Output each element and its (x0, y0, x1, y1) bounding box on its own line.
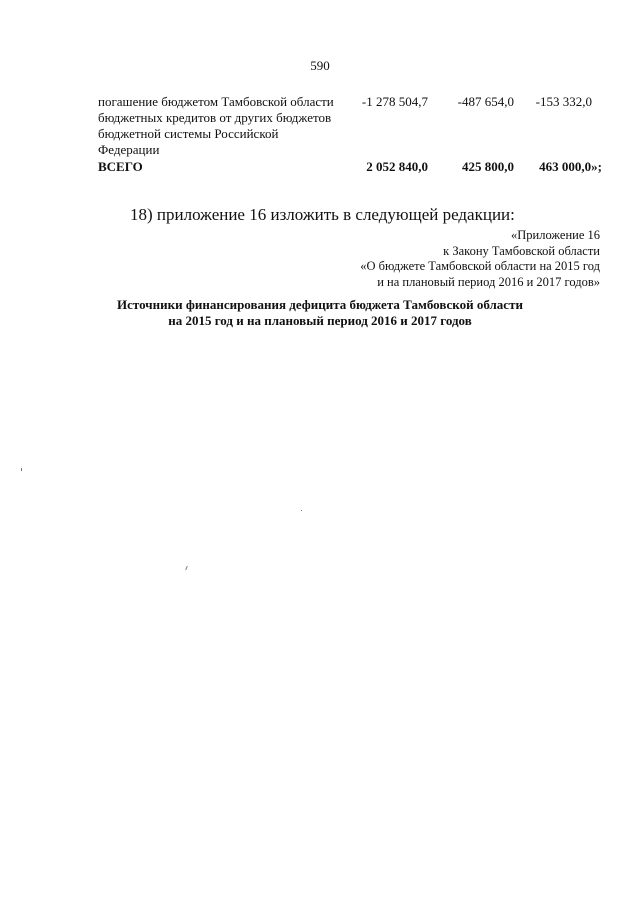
appendix-header (280, 228, 600, 290)
scan-speck (21, 468, 22, 471)
value-2017: -153 332,0 (535, 94, 592, 109)
appendix-line: «О бюджете Тамбовской области на 2015 год (360, 259, 600, 273)
appendix-line: и на плановый период 2016 и 2017 годов» (377, 274, 600, 289)
amendment-instruction: 18) приложение 16 изложить в следующей редакции: (130, 205, 515, 224)
appendix-line: к Закону Тамбовской области (443, 243, 600, 258)
total-2016: 425 800,0 (462, 159, 514, 174)
total-2015: 2 052 840,0 (366, 159, 428, 174)
title-line: Источники финансирования дефицита бюджета Тамбовской области (117, 297, 523, 312)
row-description: ВСЕГО (98, 159, 143, 174)
total-2017: 463 000,0»; (539, 159, 602, 174)
document-title (0, 297, 640, 329)
value-2015: -1 278 504,7 (361, 94, 428, 109)
row-description: погашение бюджетом Тамбовской области бюджетных кредитов от других бюджетов бюджетной системы Российской Федерации (98, 94, 334, 157)
value-2016: -487 654,0 (457, 94, 514, 109)
scan-speck (301, 510, 302, 511)
page-number: 590 (310, 58, 330, 73)
appendix-line: «Приложение 16 (511, 228, 600, 242)
title-line: на 2015 год и на плановый период 2016 и 2017 годов (168, 313, 472, 328)
scan-speck (185, 566, 188, 570)
